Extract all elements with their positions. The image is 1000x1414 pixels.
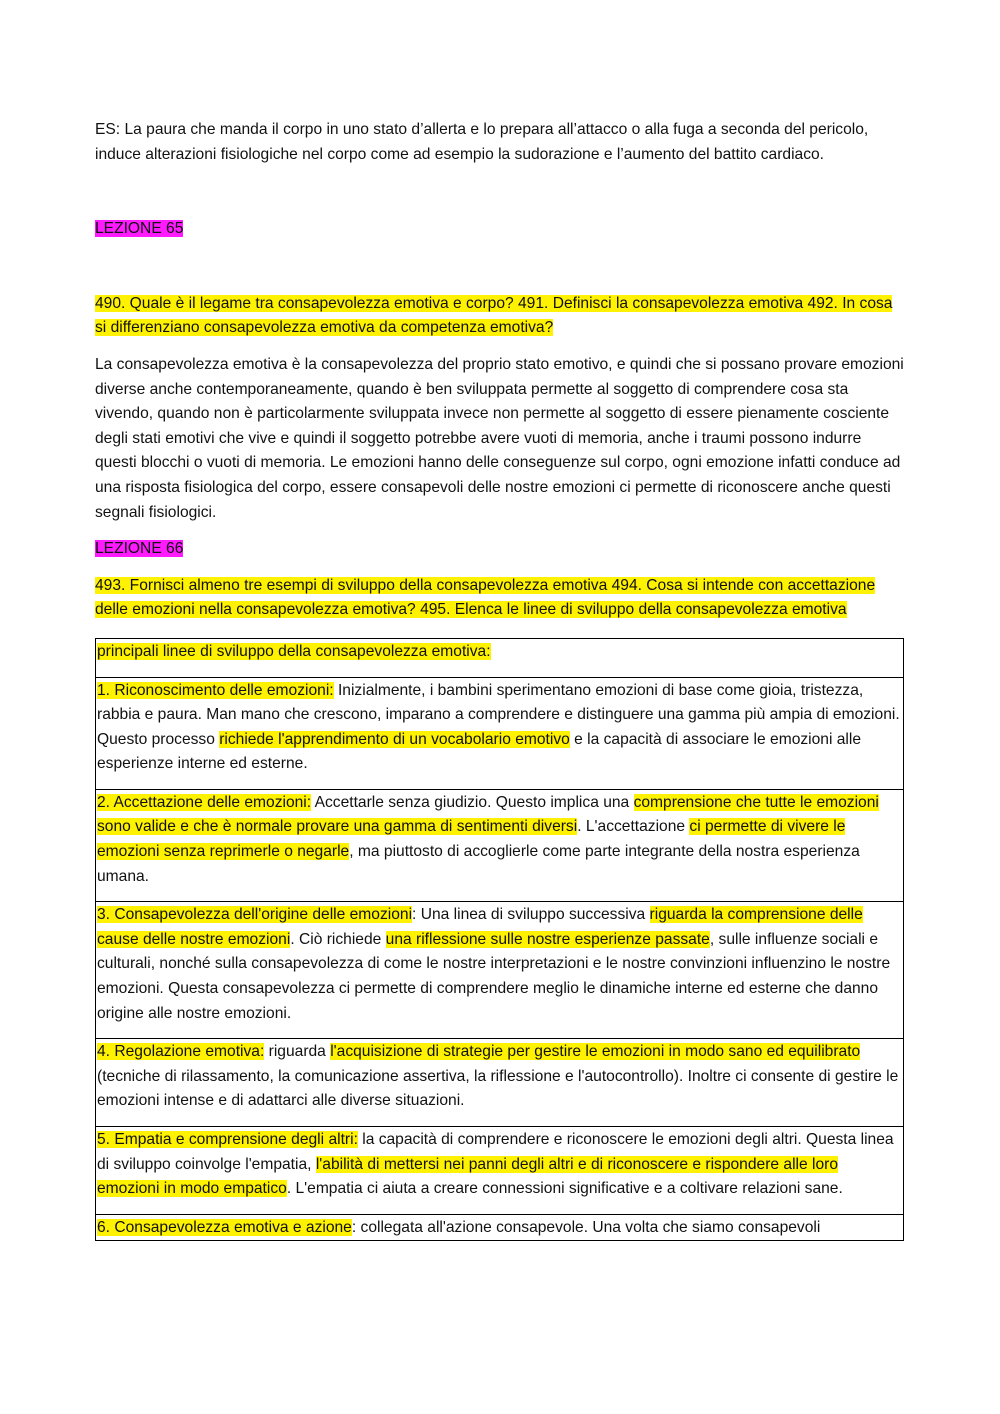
table-cell-origin: 3. Consapevolezza dell'origine delle emozioni: Una linea di sviluppo successiva riguarda la comprensione delle cause delle nostre emozioni. Ciò richiede una riflessione sulle nostre esperienze passate, sulle influenze sociali e culturali, nonché sulla consapevolezza di come le nostre interpretazioni e le nostre convinzioni influenzino le nostre emozioni. Questa consapevolezza ci permette di comprendere meglio le dinamiche interne ed esterne che danno origine alle nostre emozioni. [96, 902, 904, 1039]
table-cell-acceptance: 2. Accettazione delle emozioni: Accettarle senza giudizio. Questo implica una comprensione che tutte le emozioni sono valide e che è normale provare una gamma di sentimenti diversi. L'accettazione ci permette di vivere le emozioni senza reprimerle o negarle, ma piuttosto di accoglierle come parte integrante della nostra esperienza umana. [96, 789, 904, 901]
table-row [96, 638, 904, 677]
table-row [96, 677, 904, 789]
lesson-65-questions: 490. Quale è il legame tra consapevolezza emotiva e corpo? 491. Definisci la consapevolezza emotiva 492. In cosa si differenziano consapevolezza emotiva da competenza emotiva? [95, 294, 893, 337]
table-cell-action: 6. Consapevolezza emotiva e azione: collegata all'azione consapevole. Una volta che siamo consapevoli [96, 1214, 904, 1241]
table-cell-empathy: 5. Empatia e comprensione degli altri: la capacità di comprendere e riconoscere le emozioni degli altri. Questa linea di sviluppo coinvolge l'empatia, l'abilità di mettersi nei panni degli altri e di riconoscere e rispondere alle loro emozioni in modo empatico. L'empatia ci aiuta a creare connessioni significative e a coltivare relazioni sane. [96, 1127, 904, 1215]
table-cell-regulation: 4. Regolazione emotiva: riguarda l'acquisizione di strategie per gestire le emozioni in modo sano ed equilibrato (tecniche di rilassamento, la comunicazione assertiva, la riflessione e l'autocontrollo). Inoltre ci consente di gestire le emozioni intense e di adattarci alle diverse situazioni. [96, 1039, 904, 1127]
document-page [95, 118, 905, 1241]
table-row [96, 789, 904, 901]
table-row [96, 1039, 904, 1127]
lesson-66-questions: 493. Fornisci almeno tre esempi di sviluppo della consapevolezza emotiva 494. Cosa si intende con accettazione delle emozioni nella consapevolezza emotiva? 495. Elenca le linee di sviluppo della consapevolezza emotiva [95, 576, 876, 619]
table-cell-recognition: 1. Riconoscimento delle emozioni: Inizialmente, i bambini sperimentano emozioni di base come gioia, tristezza, rabbia e paura. Man mano che crescono, imparano a comprendere e distinguere una gamma più ampia di emozioni. Questo processo richiede l'apprendimento di un vocabolario emotivo e la capacità di associare le emozioni alle esperienze interne ed esterne. [96, 677, 904, 789]
lesson-65-answer: La consapevolezza emotiva è la consapevolezza del proprio stato emotivo, e quindi che si possano provare emozioni diverse anche contemporaneamente, quando è ben sviluppata permette al soggetto di comprendere cosa sta vivendo, quando non è particolarmente sviluppata invece non permette al soggetto di essere pienamente cosciente degli stati emotivi che vive e quindi il soggetto potrebbe avere vuoti di memoria, anche i traumi possono indurre questi blocchi o vuoti di memoria. Le emozioni hanno delle conseguenze sul corpo, ogni emozione infatti conduce ad una risposta fisiologica del corpo, essere consapevoli delle nostre emozioni ci permette di riconoscere anche questi segnali fisiologici. [95, 355, 904, 521]
development-lines-table [95, 638, 904, 1241]
table-row [96, 1214, 904, 1241]
table-header-cell: principali linee di sviluppo della consapevolezza emotiva: [96, 638, 904, 677]
lesson-65-heading: LEZIONE 65 [95, 220, 184, 238]
intro-paragraph: ES: La paura che manda il corpo in uno stato d’allerta e lo prepara all’attacco o alla fuga a seconda del pericolo, induce alterazioni fisiologiche nel corpo come ad esempio la sudorazione e l’aumento del battito cardiaco. [95, 121, 869, 163]
table-row [96, 1127, 904, 1215]
lesson-66-heading: LEZIONE 66 [95, 540, 184, 558]
table-row [96, 902, 904, 1039]
